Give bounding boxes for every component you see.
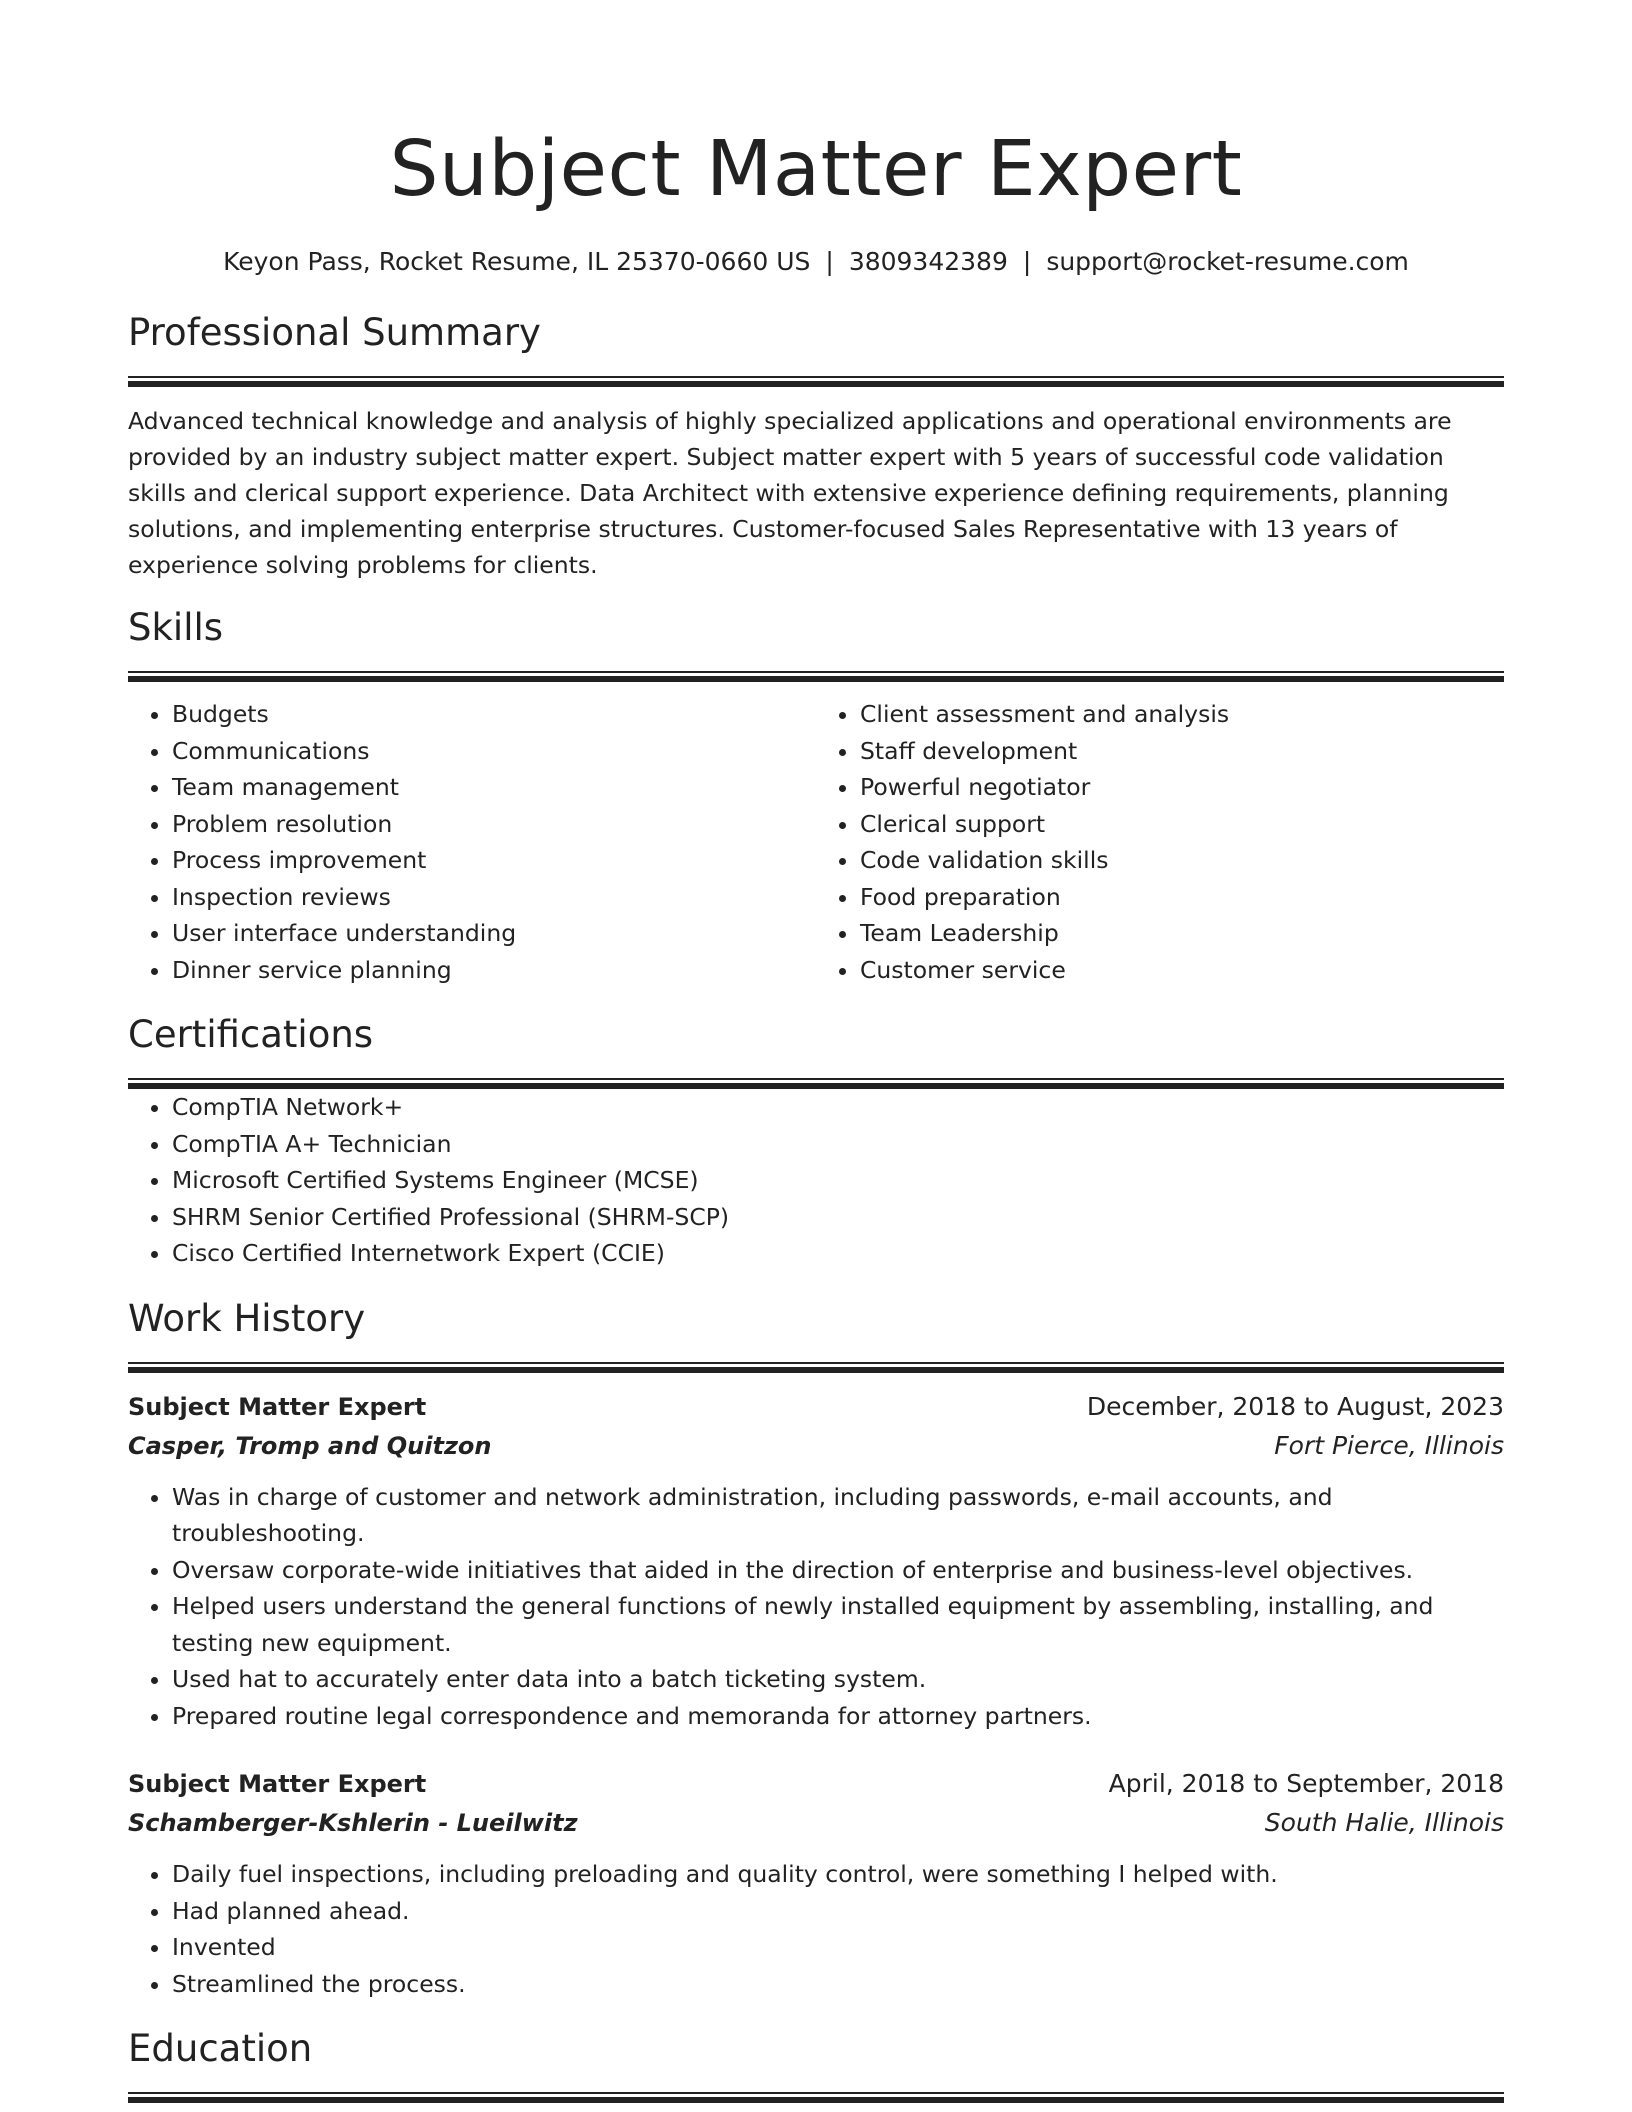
certification-item: • CompTIA A+ Technician: [172, 1126, 1504, 1163]
skills-column-right: [816, 696, 1504, 988]
job-dates: April, 2018 to September, 2018: [1108, 1769, 1504, 1798]
contact-address: Keyon Pass, Rocket Resume, IL 25370-0660 US: [223, 247, 811, 276]
skill-item: • Food preparation: [860, 879, 1504, 916]
education-heading: Education: [128, 2027, 313, 2070]
job-duty-item: • Was in charge of customer and network administration, including passwords, e-mail accounts, and troubleshooting.: [172, 1479, 1504, 1552]
section-divider: [128, 1078, 1504, 1089]
section-divider: [128, 671, 1504, 682]
job-duty-item: • Oversaw corporate-wide initiatives that aided in the direction of enterprise and business-level objectives.: [172, 1552, 1504, 1589]
certifications-section: [128, 1010, 1504, 1272]
skill-item: • User interface understanding: [172, 915, 816, 952]
skill-item: • Staff development: [860, 733, 1504, 770]
skill-item: • Powerful negotiator: [860, 769, 1504, 806]
work-history-section: [128, 1294, 1504, 2003]
certification-item: • Microsoft Certified Systems Engineer (MCSE): [172, 1162, 1504, 1199]
section-divider: [128, 376, 1504, 387]
job-company: Schamberger-Kshlerin - Lueilwitz: [128, 1809, 578, 1837]
job-duty-item: • Had planned ahead.: [172, 1893, 1504, 1930]
skills-list-left: [128, 696, 816, 988]
skill-item: • Inspection reviews: [172, 879, 816, 916]
contact-line: [128, 244, 1504, 280]
job-title: Subject Matter Expert: [128, 1770, 427, 1798]
contact-separator: |: [1022, 247, 1032, 276]
skills-column-left: [128, 696, 816, 988]
skill-item: • Budgets: [172, 696, 816, 733]
skill-item: • Team management: [172, 769, 816, 806]
job-duty-item: • Helped users understand the general functions of newly installed equipment by assembling, installing, and testing new equipment.: [172, 1588, 1504, 1661]
section-divider: [128, 2092, 1504, 2103]
summary-text: Advanced technical knowledge and analysis of highly specialized applications and operational environments are provided by an industry subject matter expert. Subject matter expert with 5 years of successful code validation skills and clerical support experience. Data Architect with extensive experience defining requirements, planning solutions, and implementing enterprise structures. Customer-focused Sales Representative with 13 years of experience solving problems for clients.: [128, 407, 1452, 579]
skills-list-right: [816, 696, 1504, 988]
job-dates: December, 2018 to August, 2023: [1086, 1391, 1504, 1421]
work-history-heading: Work History: [128, 1296, 366, 1340]
skill-item: • Team Leadership: [860, 915, 1504, 952]
job-header-row: [128, 1764, 1504, 1804]
skill-item: • Code validation skills: [860, 842, 1504, 879]
job-duty-item: • Used hat to accurately enter data into a batch ticketing system.: [172, 1661, 1504, 1698]
job-entry: [128, 1387, 1504, 1735]
skills-heading: Skills: [128, 606, 224, 649]
certification-item: • CompTIA Network+: [172, 1089, 1504, 1126]
job-entry: [128, 1764, 1504, 2002]
job-location: South Halie, Illinois: [1264, 1808, 1504, 1837]
skills-section: [128, 603, 1504, 988]
job-duty-item: • Prepared routine legal correspondence and memoranda for attorney partners.: [172, 1698, 1504, 1735]
resume-name: Subject Matter Expert: [389, 125, 1243, 214]
skills-grid: [128, 696, 1504, 988]
job-title: Subject Matter Expert: [128, 1392, 427, 1421]
summary-heading: Professional Summary: [128, 311, 541, 354]
job-company-row: [128, 1427, 1504, 1465]
skill-item: • Communications: [172, 733, 816, 770]
certification-item: • Cisco Certified Internetwork Expert (CCIE): [172, 1235, 1504, 1272]
job-duty-item: • Invented: [172, 1929, 1504, 1966]
education-section: [128, 2024, 1504, 2103]
job-company: Casper, Tromp and Quitzon: [128, 1431, 492, 1460]
certification-item: • SHRM Senior Certified Professional (SHRM-SCP): [172, 1199, 1504, 1236]
skill-item: • Dinner service planning: [172, 952, 816, 989]
skill-item: • Process improvement: [172, 842, 816, 879]
summary-section: [128, 308, 1504, 583]
certifications-list: [128, 1089, 1504, 1272]
contact-phone: 3809342389: [848, 247, 1008, 276]
skill-item: • Problem resolution: [172, 806, 816, 843]
skill-item: • Client assessment and analysis: [860, 696, 1504, 733]
skill-item: • Clerical support: [860, 806, 1504, 843]
job-company-row: [128, 1804, 1504, 1842]
skill-item: • Customer service: [860, 952, 1504, 989]
certifications-heading: Certifications: [128, 1013, 374, 1056]
job-header-row: [128, 1387, 1504, 1427]
job-duties-list: [128, 1479, 1504, 1735]
job-location: Fort Pierce, Illinois: [1274, 1430, 1504, 1460]
job-duty-item: • Streamlined the process.: [172, 1966, 1504, 2003]
job-duty-item: • Daily fuel inspections, including preloading and quality control, were something I helped with.: [172, 1856, 1504, 1893]
job-duties-list: [128, 1856, 1504, 2002]
contact-separator: |: [825, 247, 834, 276]
section-divider: [128, 1362, 1504, 1373]
contact-email: support@rocket-resume.com: [1046, 247, 1409, 276]
